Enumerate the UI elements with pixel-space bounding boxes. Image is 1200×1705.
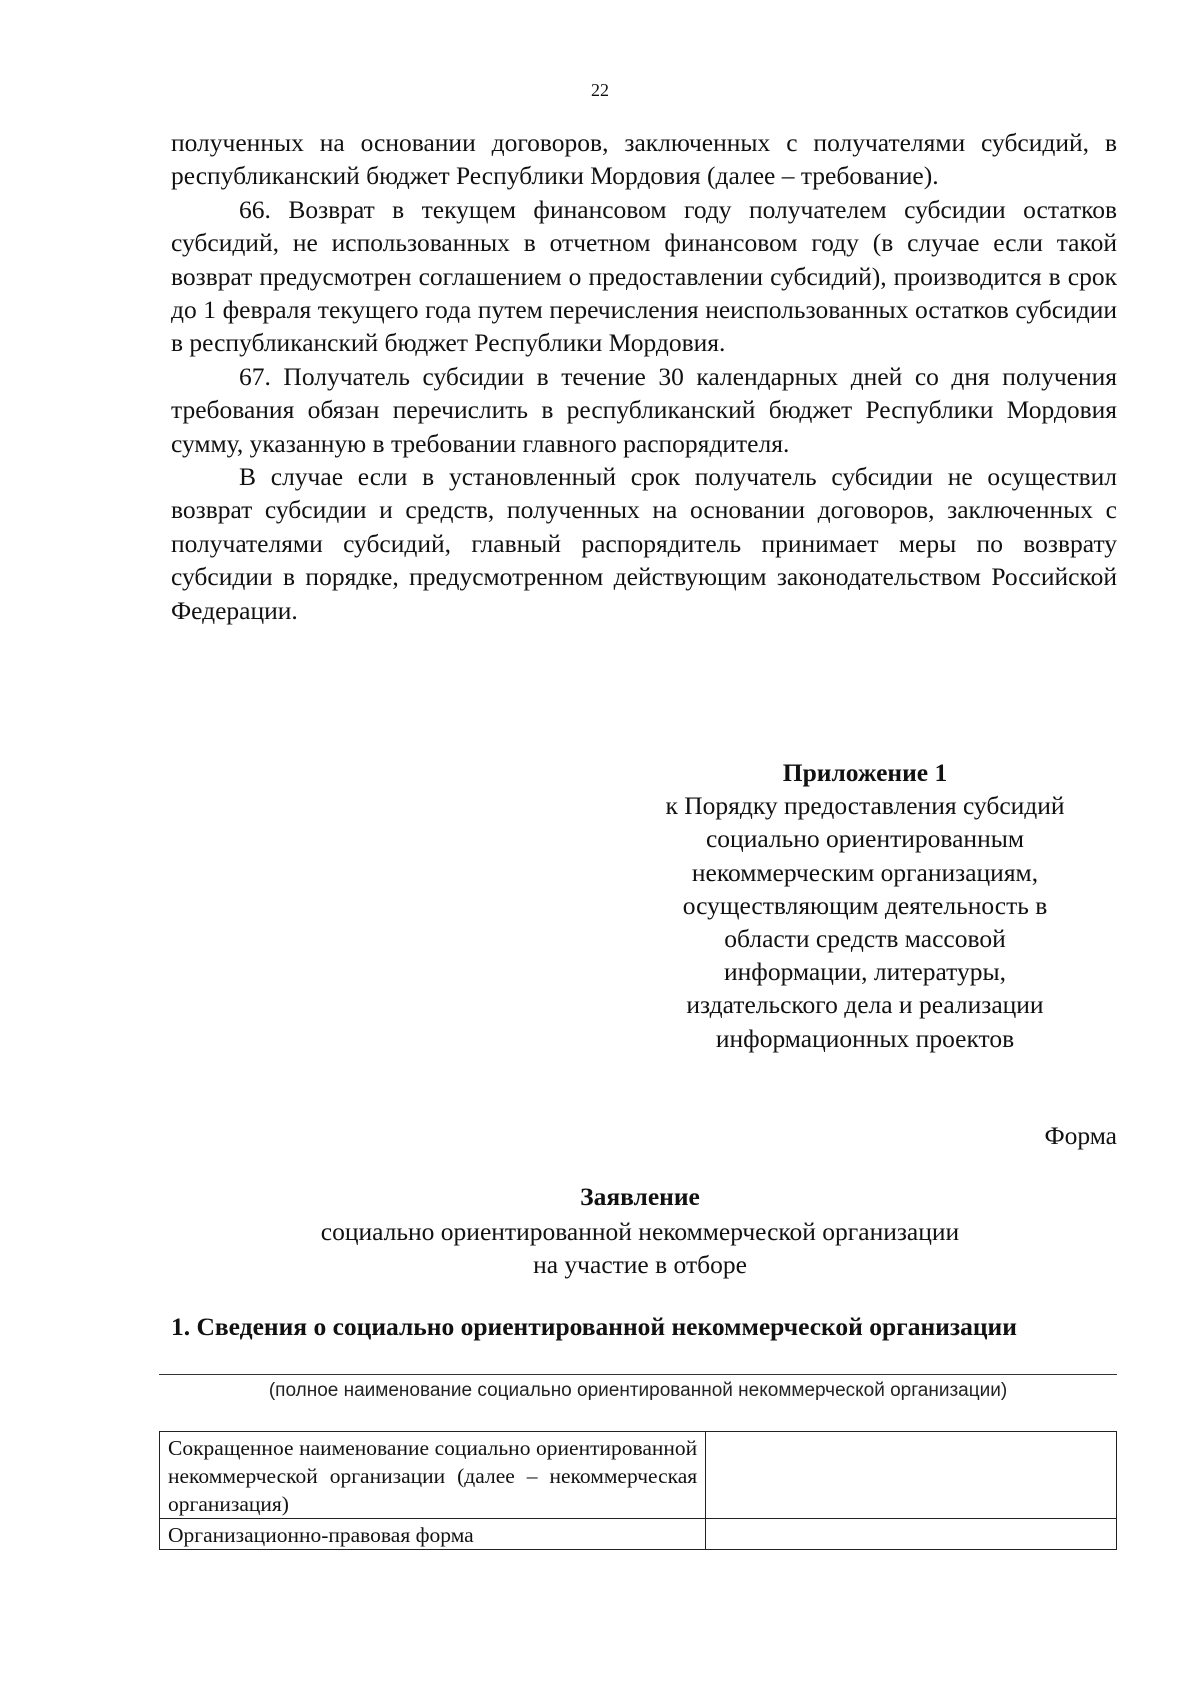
table-cell-label: Сокращенное наименование социально ориентированной некоммерческой организации (далее – некоммерческая организация)	[160, 1432, 706, 1519]
statement-subtitle-line-2: на участие в отборе	[533, 1250, 747, 1279]
paragraph-66: 66. Возврат в текущем финансовом году получателем субсидии остатков субсидий, не использованных в отчетном финансовом году (в случае если такой возврат предусмотрен соглашением о предоставлении субсидий), производится в срок до 1 февраля текущего года путем перечисления неиспользованных остатков субсидии в республиканский бюджет Республики Мордовия.	[171, 194, 1117, 358]
table-cell-label: Организационно-правовая форма	[160, 1519, 706, 1550]
table-row	[160, 1432, 1117, 1519]
appendix-line: социально ориентированным	[705, 824, 1024, 854]
organization-name-line	[159, 1374, 1117, 1375]
paragraph-67: 67. Получатель субсидии в течение 30 календарных дней со дня получения требования обязан перечислить в республиканский бюджет Республики Мордовия сумму, указанную в требовании главного распорядителя.	[171, 361, 1117, 458]
page-number: 22	[591, 80, 609, 100]
appendix-line: к Порядку предоставления субсидий	[665, 791, 1065, 821]
table-row	[160, 1519, 1117, 1550]
body-text	[171, 126, 1117, 627]
appendix-line: информационных проектов	[715, 1023, 1015, 1053]
organization-name-caption: (полное наименование социально ориентированной некоммерческой организации)	[268, 1380, 1008, 1401]
form-label: Форма	[1044, 1121, 1117, 1150]
organization-info-table	[159, 1431, 1117, 1550]
appendix-line: издательского дела и реализации	[686, 990, 1044, 1020]
paragraph-continuation: полученных на основании договоров, заключенных с получателями субсидий, в республиканский бюджет Республики Мордовия (далее – требование).	[171, 128, 1117, 191]
appendix-title: Приложение 1	[782, 758, 948, 787]
appendix-block	[640, 756, 1090, 1055]
paragraph-refund-measures: В случае если в установленный срок получатель субсидии не осуществил возврат субсидии и средств, полученных на основании договоров, заключенных с получателями субсидий, главный распорядитель принимает меры по возврату субсидии в порядке, предусмотренном действующим законодательством Российской Федерации.	[171, 462, 1117, 625]
appendix-line: области средств массовой	[724, 924, 1006, 954]
appendix-line: некоммерческим организациям,	[691, 857, 1039, 887]
table-cell-value	[706, 1432, 1117, 1519]
statement-title: Заявление	[580, 1182, 700, 1211]
appendix-line: осуществляющим деятельность в	[682, 890, 1048, 920]
statement-subtitle-line-1: социально ориентированной некоммерческой организации	[320, 1217, 960, 1246]
table-cell-value	[706, 1519, 1117, 1550]
statement-subtitle	[0, 1215, 1200, 1281]
section-heading: 1. Сведения о социально ориентированной некоммерческой организации	[171, 1312, 1017, 1341]
appendix-line: информации, литературы,	[724, 957, 1006, 987]
